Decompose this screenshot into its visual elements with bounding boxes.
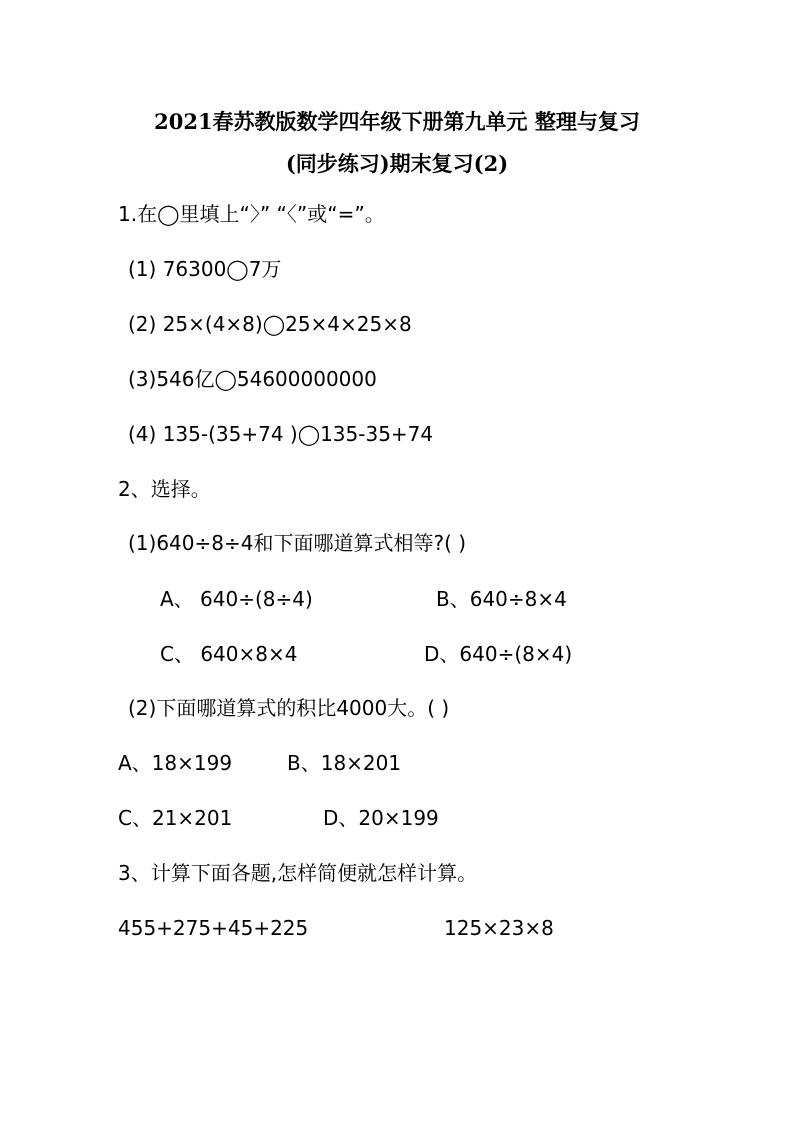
question-2-2-option-b: B、18×201 [287, 751, 402, 775]
question-1-item-1: (1) 76300◯7万 [128, 257, 282, 281]
question-2-2-option-d: D、20×199 [323, 806, 439, 830]
question-1-item-4: (4) 135-(35+74 )◯135-35+74 [128, 422, 434, 446]
question-1-heading: 1.在◯里填上“〉” “〈”或“=”。 [118, 202, 385, 226]
question-2-1-option-c: C、 640×8×4 [160, 642, 298, 666]
question-1-item-2: (2) 25×(4×8)◯25×4×25×8 [128, 312, 412, 336]
question-3-expression-2: 125×23×8 [444, 916, 554, 940]
question-2-1-text: (1)640÷8÷4和下面哪道算式相等?( ) [128, 531, 467, 555]
question-2-2-option-c: C、21×201 [118, 806, 233, 830]
question-3-heading: 3、计算下面各题,怎样简便就怎样计算。 [118, 861, 478, 885]
question-2-1-option-d: D、640÷(8×4) [424, 642, 573, 666]
question-2-1-option-a: A、 640÷(8÷4) [160, 587, 313, 611]
question-3-expression-1: 455+275+45+225 [118, 916, 309, 940]
document-title-line-2: (同步练习)期末复习(2) [285, 151, 509, 176]
question-1-item-3: (3)546亿◯54600000000 [128, 367, 377, 391]
question-2-2-text: (2)下面哪道算式的积比4000大。( ) [128, 696, 450, 720]
question-2-1-option-b: B、640÷8×4 [436, 587, 567, 611]
document-title-line-1: 2021春苏教版数学四年级下册第九单元 整理与复习 [154, 109, 640, 134]
question-2-heading: 2、选择。 [118, 477, 211, 501]
question-2-2-option-a: A、18×199 [118, 751, 233, 775]
